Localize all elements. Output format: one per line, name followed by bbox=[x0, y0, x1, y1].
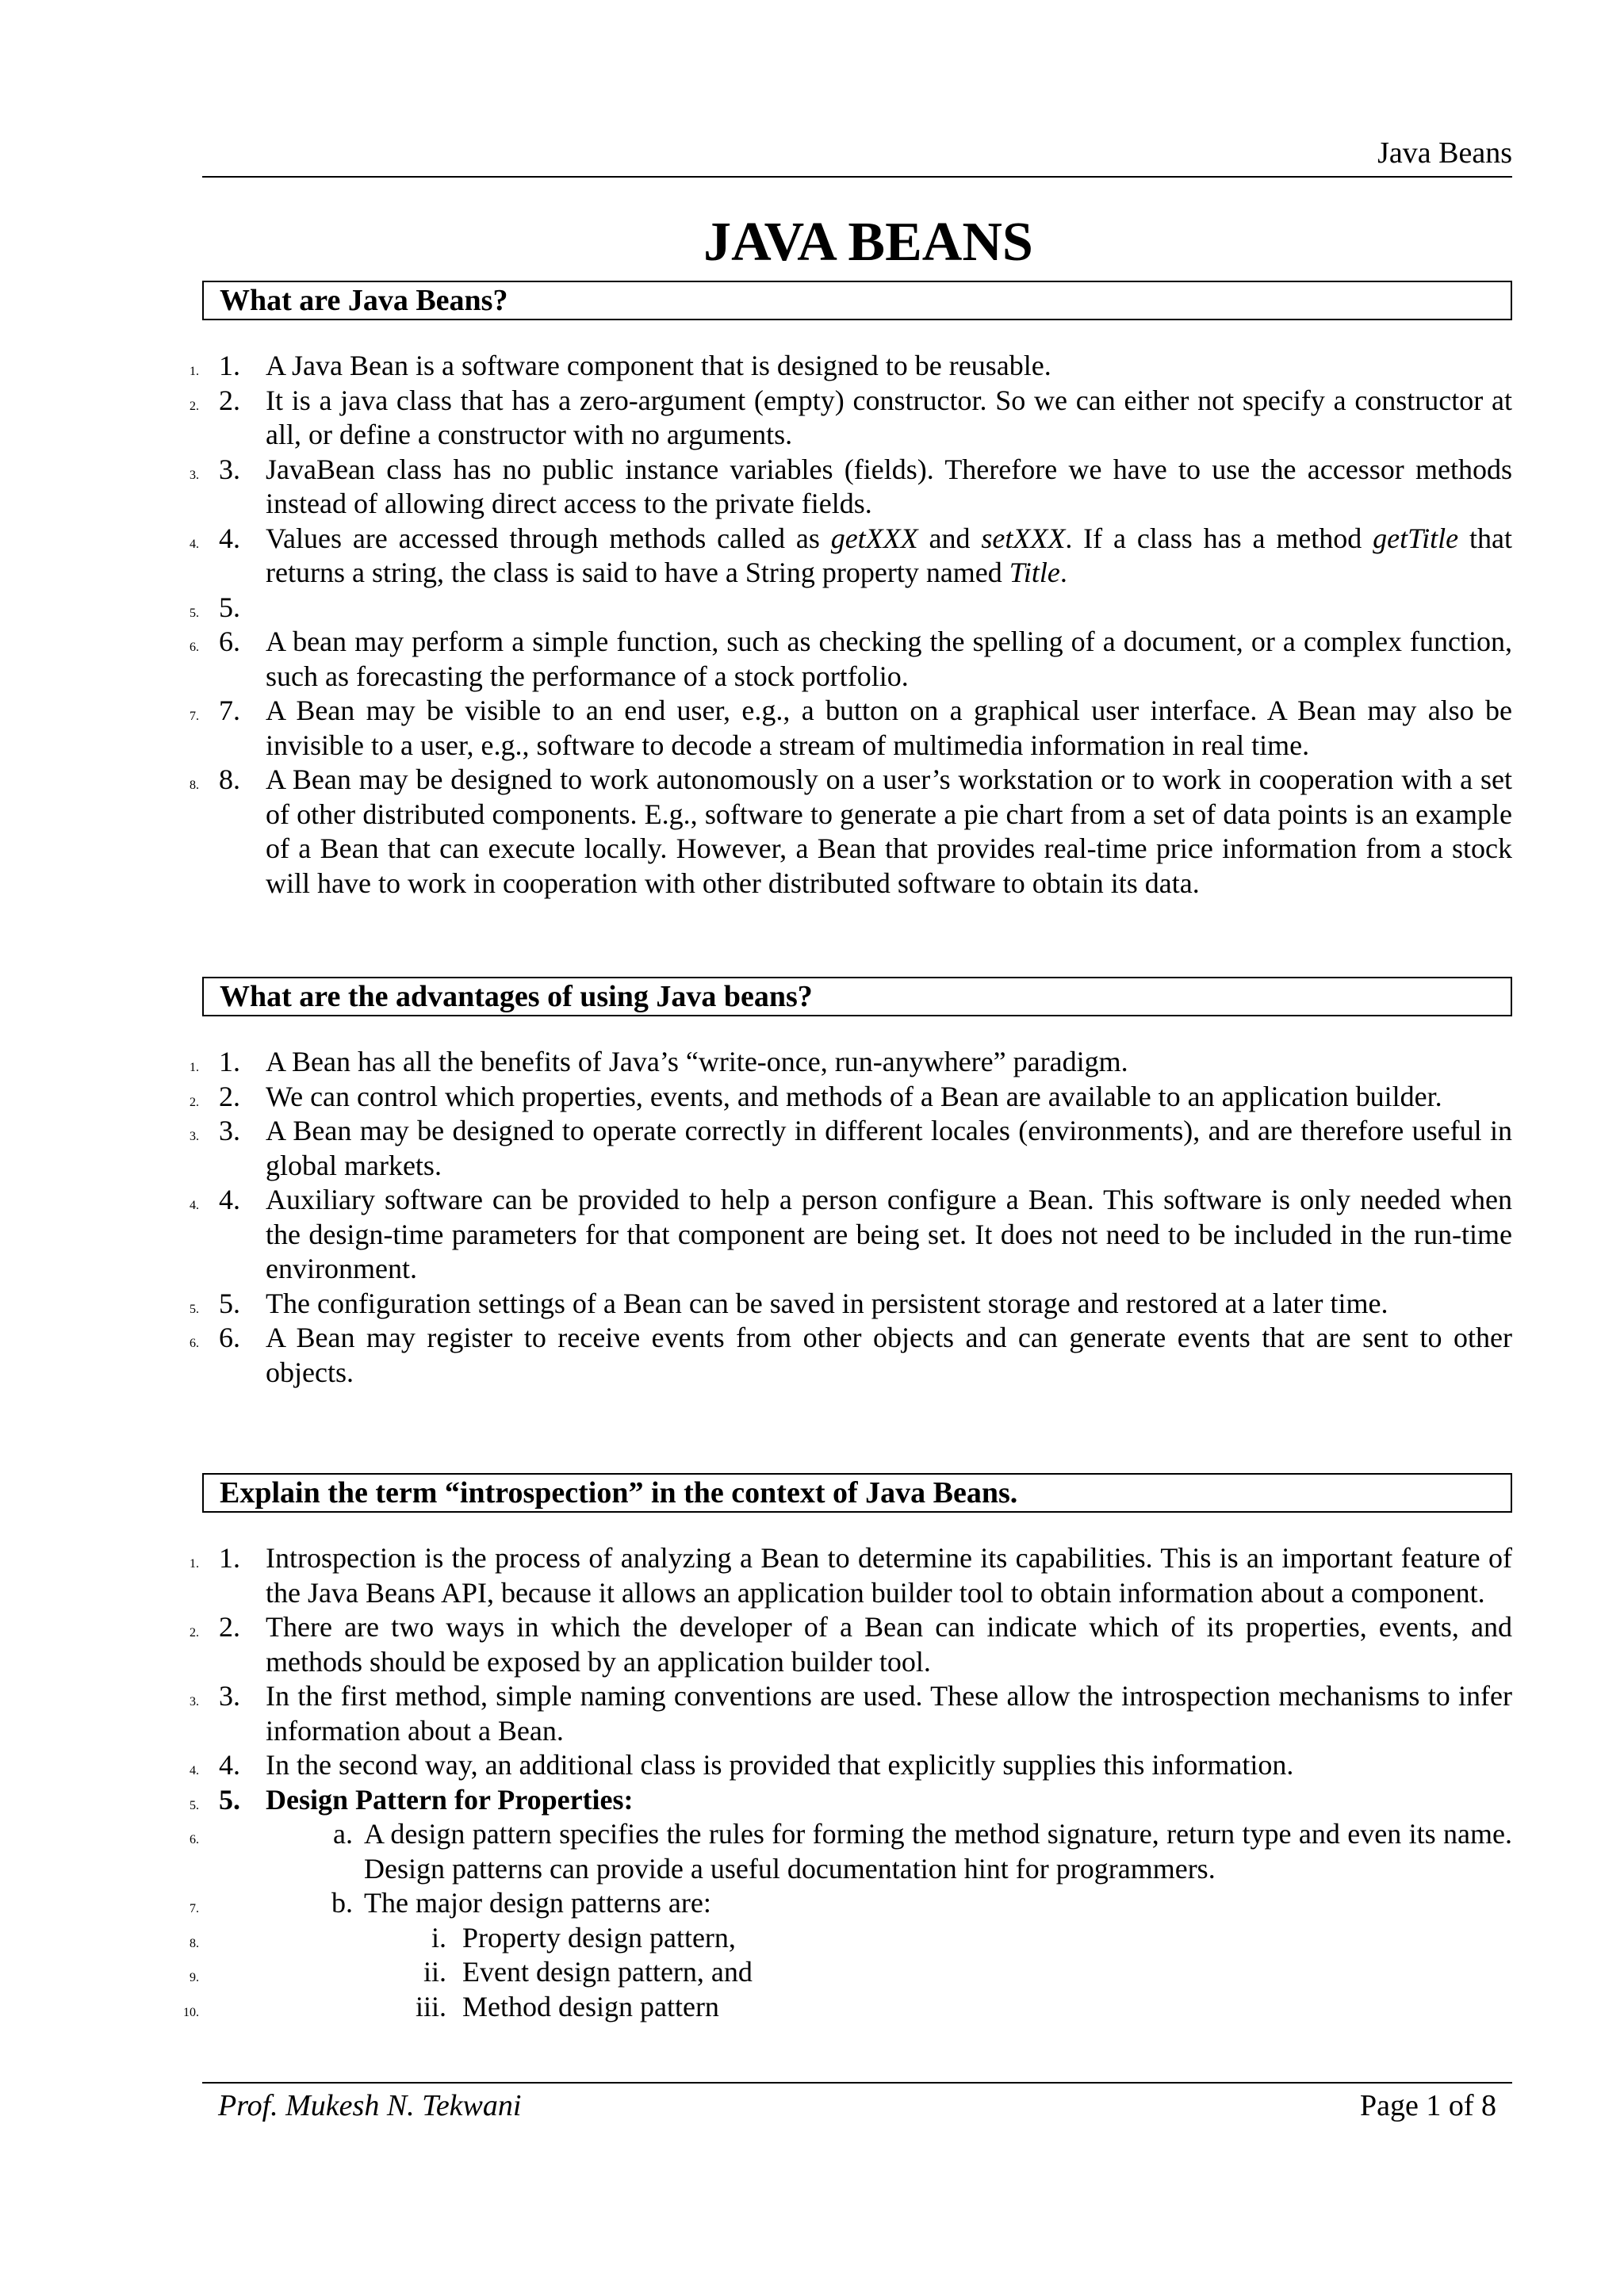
list-item-empty: 5. 5. bbox=[202, 591, 1512, 626]
list-item: 2. 2. There are two ways in which the developer of a Bean can indicate which of its properties, events, and methods should be exposed by an application builder tool. bbox=[202, 1610, 1512, 1679]
list-item-design-pattern-heading: 5. 5. Design Pattern for Properties: bbox=[202, 1783, 1512, 1818]
sub-list-item: 7. b. The major design patterns are: bbox=[202, 1886, 1512, 1921]
list-item: 2. 2. It is a java class that has a zero-argument (empty) constructor. So we can either not specify a constructor at all, or define a constructor with no arguments. bbox=[202, 384, 1512, 453]
list-item: 1. 1. A Bean has all the benefits of Java’s “write-once, run-anywhere” paradigm. bbox=[202, 1045, 1512, 1080]
list-item: 4. 4. In the second way, an additional class is provided that explicitly supplies this information. bbox=[202, 1748, 1512, 1783]
list-item: 3. 3. JavaBean class has no public instance variables (fields). Therefore we have to use the accessor methods instead of allowing direct access to the private fields. bbox=[202, 453, 1512, 522]
footer-page-number: Page 1 of 8 bbox=[1359, 2089, 1496, 2122]
list-item: 2. 2. We can control which properties, events, and methods of a Bean are available to an application builder. bbox=[202, 1080, 1512, 1115]
sub-list-item: 6. a. A design pattern specifies the rules for forming the method signature, return type and even its name. Design patterns can provide a useful documentation hint for programmers. bbox=[202, 1817, 1512, 1886]
section-heading-advantages: What are the advantages of using Java beans? bbox=[202, 977, 1512, 1016]
section-heading-what-are-java-beans: What are Java Beans? bbox=[202, 281, 1512, 320]
footer-author: Prof. Mukesh N. Tekwani bbox=[218, 2089, 522, 2122]
list-item: 4. 4. Values are accessed through methods called as getXXX and setXXX. If a class has a method getTitle that returns a string, the class is said to have a String property named Title. bbox=[202, 522, 1512, 591]
page-title: JAVA BEANS bbox=[703, 212, 1033, 273]
list-item: 1. 1. Introspection is the process of analyzing a Bean to determine its capabilities. This is an important feature of the Java Beans API, because it allows an application builder tool to obtain information about a component. bbox=[202, 1541, 1512, 1610]
section-1-list bbox=[202, 349, 1512, 901]
section-3-list bbox=[202, 1541, 1512, 2024]
sub-sub-list-item: 8. i. Property design pattern, bbox=[202, 1921, 1512, 1956]
list-item: 3. 3. In the first method, simple naming conventions are used. These allow the introspection mechanisms to infer information about a Bean. bbox=[202, 1679, 1512, 1748]
sub-sub-list-item: 10. iii. Method design pattern bbox=[202, 1990, 1512, 2025]
list-item: 1. 1. A Java Bean is a software component that is designed to be reusable. bbox=[202, 349, 1512, 384]
list-item: 7. 7. A Bean may be visible to an end user, e.g., a button on a graphical user interface. A Bean may also be invisible to a user, e.g., software to decode a stream of multimedia information in real time. bbox=[202, 694, 1512, 763]
list-item: 5. 5. The configuration settings of a Bean can be saved in persistent storage and restored at a later time. bbox=[202, 1287, 1512, 1322]
sub-sub-list-item: 9. ii. Event design pattern, and bbox=[202, 1955, 1512, 1990]
list-item: 3. 3. A Bean may be designed to operate correctly in different locales (environments), and are therefore useful in global markets. bbox=[202, 1114, 1512, 1183]
list-item: 8. 8. A Bean may be designed to work autonomously on a user’s workstation or to work in cooperation with a set of other distributed components. E.g., software to generate a pie chart from a set of data points is an example of a Bean that can execute locally. However, a Bean that provides real-time price information from a stock will have to work in cooperation with other distributed software to obtain its data. bbox=[202, 763, 1512, 901]
list-item: 6. 6. A Bean may register to receive events from other objects and can generate events that are sent to other objects. bbox=[202, 1321, 1512, 1390]
getter-setter-paragraph: Values are accessed through methods called as getXXX and setXXX. If a class has a method getTitle that returns a string, the class is said to have a String property named Title. bbox=[266, 522, 1512, 588]
page-footer bbox=[202, 2082, 1512, 2122]
list-item: 4. 4. Auxiliary software can be provided to help a person configure a Bean. This software is only needed when the design-time parameters for that component are being set. It does not need to be included in the run-time environment. bbox=[202, 1183, 1512, 1287]
list-item: 6. 6. A bean may perform a simple function, such as checking the spelling of a document, or a complex function, such as forecasting the performance of a stock portfolio. bbox=[202, 625, 1512, 694]
section-2-list bbox=[202, 1045, 1512, 1390]
running-header: Java Beans bbox=[202, 140, 1512, 178]
section-heading-introspection: Explain the term “introspection” in the context of Java Beans. bbox=[202, 1473, 1512, 1513]
